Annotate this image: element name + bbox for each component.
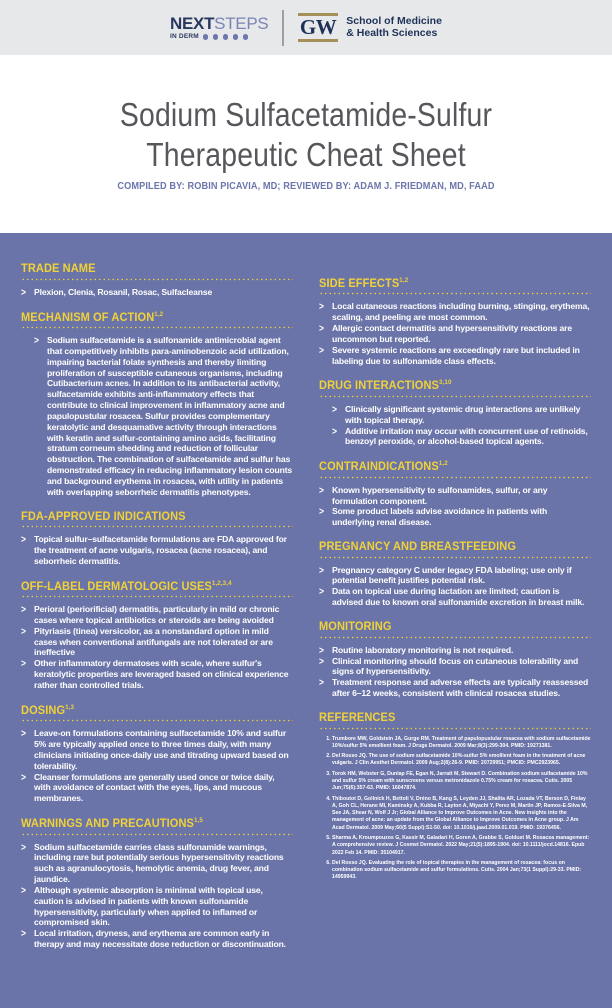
reference-list bbox=[319, 736, 591, 882]
title-line2: Therapeutic Cheat Sheet bbox=[146, 135, 466, 173]
reference-item: 2. Del Rosso JQ. The use of sodium sulfacetamide 10%-sulfur 5% emollient foam in the treatment of acne vulgaris. J Clin Aesthet Dermatol. 2009 Aug;2(8):26-9. PMID: 20729951; PMCID: PMC2923965. bbox=[332, 753, 591, 768]
bullet-item: > Known hypersensitivity to sulfonamides, sulfur, or any formulation component. bbox=[319, 485, 591, 507]
chevron-bullet-icon bbox=[21, 626, 34, 637]
dots-icon bbox=[203, 34, 249, 40]
dot-icon bbox=[233, 34, 239, 40]
bullet-item: > Leave-on formulations containing sulfacetamide 10% and sulfur 5% are typically applied once to three times daily, with many clinicians initiating once-daily use and titrating upward based on tolerability. bbox=[21, 728, 293, 771]
reference-item: 4. Thiboutot D, Gollnick H, Bettoli V, Dréno B, Kang S, Leyden JJ, Shalita AR, Lozada VT, Berson D, Finlay A, Goh CL, Herane MI, Kaminsky A, Kubba R, Layton A, Miyachi Y, Perez M, Martin JP, Ramos-E-Silva M, See JA, Shear N, Wolf J Jr; Global Alliance to Improve Outcomes in Acne. New insights into the management of acne: an update from the Global Alliance to Improve Outcomes in Acne group. J Am Acad Dermatol. 2009 May;60(5 Suppl):S1-50. doi: 10.1016/j.jaad.2009.01.019. PMID: 19376456. bbox=[332, 796, 591, 832]
section-side-effects bbox=[319, 277, 591, 366]
gw-logo bbox=[298, 13, 442, 42]
section-pregnancy-breastfeeding bbox=[319, 541, 591, 608]
dotted-divider bbox=[21, 595, 293, 598]
gw-monogram: GW bbox=[298, 13, 338, 42]
bullet-item: > Additive irritation may occur with concurrent use of retinoids, benzoyl peroxide, or alcohol-based topical agents. bbox=[332, 426, 591, 448]
bullet-item: > Pityriasis (tinea) versicolor, as a nonstandard option in mild cases when conventional antifungals are not tolerated or are ineffective bbox=[21, 626, 293, 658]
bullet-item: > Plexion, Clenia, Rosanil, Rosac, Sulfacleanse bbox=[21, 287, 293, 298]
bullet-item: > Perioral (periorificial) dermatitis, particularly in mild or chronic cases where topical antibiotics or steroids are being avoided bbox=[21, 604, 293, 626]
dotted-divider bbox=[319, 727, 591, 730]
chevron-bullet-icon bbox=[319, 323, 332, 334]
section-off-label-uses bbox=[21, 580, 293, 691]
dotted-divider bbox=[319, 556, 591, 559]
gw-school-line2: & Health Sciences bbox=[346, 27, 438, 40]
section-warnings-precautions bbox=[21, 817, 293, 950]
bullet-item: > Pregnancy category C under legacy FDA labeling; use only if potential benefit justifies potential risk. bbox=[319, 565, 591, 587]
chevron-bullet-icon bbox=[319, 645, 332, 656]
section-mechanism-of-action bbox=[21, 311, 293, 498]
chevron-bullet-icon bbox=[21, 728, 34, 739]
chevron-bullet-icon bbox=[21, 772, 34, 783]
title-line1: Sodium Sulfacetamide-Sulfur bbox=[119, 96, 493, 133]
bullet-item: > Sodium sulfacetamide carries class sulfonamide warnings, including rare but potentially serious hypersensitivity reactions such as agranulocytosis, hemolytic anemia, drug fever, and jaundice. bbox=[21, 842, 293, 885]
bullet-item: > Some product labels advise avoidance in patients with underlying renal disease. bbox=[319, 506, 591, 528]
chevron-bullet-icon bbox=[319, 301, 332, 312]
bullet-item: > Local cutaneous reactions including burning, stinging, erythema, scaling, and peeling are most common. bbox=[319, 301, 591, 323]
reference-superscript: 1,3 bbox=[65, 703, 75, 711]
section-heading: OFF-LABEL DERMATOLOGIC USES$^{1,2,3,4}$ bbox=[21, 579, 232, 593]
section-monitoring bbox=[319, 621, 591, 699]
dotted-divider bbox=[21, 719, 293, 722]
content-area bbox=[0, 233, 612, 1008]
chevron-bullet-icon bbox=[319, 485, 332, 496]
reference-superscript: 1,5 bbox=[194, 817, 203, 825]
bullet-item: > Local irritation, dryness, and erythema are common early in therapy and may necessitate dose reduction or discontinuation. bbox=[21, 928, 293, 950]
dotted-divider bbox=[21, 525, 293, 528]
reference-superscript: 1,2,3,4 bbox=[211, 579, 232, 587]
right-column bbox=[319, 263, 591, 1008]
bullet-item: > Topical sulfur–sulfacetamide formulations are FDA approved for the treatment of acne vulgaris, rosacea (acne rosacea), and seborrheic dermatitis. bbox=[21, 534, 293, 566]
dot-icon bbox=[213, 34, 219, 40]
section-fda-approved-indications bbox=[21, 511, 293, 567]
page-title bbox=[43, 95, 569, 174]
chevron-bullet-icon bbox=[34, 335, 47, 346]
reference-item: 5. Sharma A, Kroumpouzos G, Kassir M, Galadari H, Goren A, Grabbe S, Goldust M. Rosacea management: A comprehensive review. J Cosmet Dermatol. 2022 May;21(5):1895-1904. doi: 10.1111/jocd.14816. Epub 2022 Feb 14. PMID: 35104917. bbox=[332, 835, 591, 857]
reference-item: 1. Trumbore MW, Goldstein JA, Gurge RM. Treatment of papulopustular rosacea with sodium sulfacetamide 10%/sulfur 5% emollient foam. J Drugs Dermatol. 2009 Mar;8(3):299-304. PMID: 19271381. bbox=[332, 736, 591, 751]
section-heading: TRADE NAME bbox=[21, 263, 96, 275]
reference-superscript: 1,2 bbox=[154, 310, 164, 318]
bullet-item: > Although systemic absorption is minimal with topical use, caution is advised in patients with known sulfonamide hypersensitivity, particularly when applied to inflamed or compromised skin. bbox=[21, 885, 293, 928]
chevron-bullet-icon bbox=[319, 677, 332, 688]
title-block bbox=[0, 55, 612, 233]
reference-superscript: 1,2 bbox=[438, 460, 448, 468]
bullet-item: > Cleanser formulations are generally used once or twice daily, with avoidance of contact with the eyes, lips, and mucous membranes. bbox=[21, 772, 293, 804]
dotted-divider bbox=[319, 292, 591, 295]
section-heading: FDA-APPROVED INDICATIONS bbox=[21, 510, 186, 523]
dotted-divider bbox=[21, 326, 293, 329]
dotted-divider bbox=[319, 476, 591, 479]
chevron-bullet-icon bbox=[21, 658, 34, 669]
logo-divider bbox=[282, 10, 284, 46]
dot-icon bbox=[203, 34, 209, 40]
chevron-bullet-icon bbox=[319, 586, 332, 597]
dot-icon bbox=[223, 34, 229, 40]
section-contraindications bbox=[319, 460, 591, 528]
section-heading: MECHANISM OF ACTION$^{1,2}$ bbox=[21, 310, 164, 324]
byline: COMPILED BY: ROBIN PICAVIA, MD; REVIEWED BY: ADAM J. FRIEDMAN, MD, FAAD bbox=[117, 181, 495, 193]
dotted-divider bbox=[21, 278, 293, 281]
bullet-item: > Other inflammatory dermatoses with scale, where sulfur's keratolytic properties are leveraged based on clinical experience rather than controlled trials. bbox=[21, 658, 293, 690]
bullet-item: > Clinical monitoring should focus on cutaneous tolerability and signs of hypersensitivity. bbox=[319, 656, 591, 678]
section-heading: DRUG INTERACTIONS$^{3,10}$ bbox=[319, 379, 452, 393]
chevron-bullet-icon bbox=[332, 426, 345, 437]
dotted-divider bbox=[319, 395, 591, 398]
chevron-bullet-icon bbox=[21, 842, 34, 853]
gw-school-line1: School of Medicine bbox=[346, 14, 442, 27]
left-column bbox=[21, 263, 293, 1008]
section-heading: PREGNANCY AND BREASTFEEDING bbox=[319, 541, 517, 553]
section-dosing bbox=[21, 704, 293, 804]
bullet-item: > Allergic contact dermatitis and hypersensitivity reactions are uncommon but reported. bbox=[319, 323, 591, 345]
nextsteps-word-steps: STEPS bbox=[214, 13, 269, 33]
bullet-item: > Severe systemic reactions are exceedingly rare but included in labeling due to sulfonamide class effects. bbox=[319, 345, 591, 367]
bullet-item: > Clinically significant systemic drug interactions are unlikely with topical therapy. bbox=[332, 404, 591, 426]
reference-superscript: 1,2 bbox=[399, 277, 409, 284]
chevron-bullet-icon bbox=[319, 565, 332, 576]
bullet-item: > Sodium sulfacetamide is a sulfonamide antimicrobial agent that competitively inhibits para-aminobenzoic acid utilization, impairing bacterial folate synthesis and thereby limiting proliferation of susceptible cutaneous organisms, including Cutibacterium acnes. In addition to its antibacterial activity, sulfacetamide exhibits anti-inflammatory effects that contribute to clinical improvement in inflammatory acne and papulopustular rosacea. Sulfur provides complementary keratolytic and desquamative activity through interactions with keratin and sulfur-containing amino acids, facilitating stratum corneum shedding and reduction of follicular obstruction. The combination of sulfacetamide and sulfur has demonstrated efficacy in reducing inflammatory lesion counts and background erythema in rosacea, with utility in patients with overlapping seborrheic dermatitis phenotypes. bbox=[34, 335, 293, 497]
dotted-divider bbox=[319, 636, 591, 639]
chevron-bullet-icon bbox=[319, 506, 332, 517]
in-derm-label: IN DERM bbox=[170, 32, 199, 40]
section-heading: DOSING$^{1,3}$ bbox=[21, 703, 75, 717]
dotted-divider bbox=[21, 833, 293, 836]
chevron-bullet-icon bbox=[21, 287, 34, 298]
logo-bar bbox=[0, 0, 612, 55]
reference-item: 3. Torok HM, Webster G, Dunlap FE, Egan N, Jarratt M, Stewart D. Combination sodium sulfacetamide 10% and sulfur 5% cream with sunscreens versus metronidazole 0.75% cream for rosacea. Cutis. 2005 Jun;75(6):357-63. PMID: 16047874. bbox=[332, 771, 591, 793]
chevron-bullet-icon bbox=[21, 534, 34, 545]
section-heading: MONITORING bbox=[319, 620, 392, 633]
section-trade-name bbox=[21, 263, 293, 298]
section-references bbox=[319, 712, 591, 882]
chevron-bullet-icon bbox=[332, 404, 345, 415]
gw-school-name bbox=[346, 15, 442, 40]
nextsteps-word-next: NEXT bbox=[170, 13, 215, 33]
reference-item: 6. Del Rosso JQ. Evaluating the role of topical therapies in the management of rosacea: focus on combination sodium sulfacetamide and sulfur formulations. Cutis. 2004 Jan;73(1 Suppl):29-33. PMID: 14959943. bbox=[332, 860, 591, 882]
chevron-bullet-icon bbox=[21, 604, 34, 615]
section-heading: WARNINGS AND PRECAUTIONS$^{1,5}$ bbox=[21, 817, 203, 830]
chevron-bullet-icon bbox=[319, 345, 332, 356]
dot-icon bbox=[243, 34, 249, 40]
chevron-bullet-icon bbox=[21, 885, 34, 896]
bullet-item: > Treatment response and adverse effects are typically reassessed after 6–12 weeks, consistent with clinical rosacea studies. bbox=[319, 677, 591, 699]
section-heading: SIDE EFFECTS$^{1,2}$ bbox=[319, 277, 409, 290]
reference-superscript: 3,10 bbox=[439, 379, 452, 387]
chevron-bullet-icon bbox=[319, 656, 332, 667]
section-heading: REFERENCES bbox=[319, 711, 396, 724]
section-heading: CONTRAINDICATIONS$^{1,2}$ bbox=[319, 460, 448, 474]
chevron-bullet-icon bbox=[21, 928, 34, 939]
bullet-item: > Data on topical use during lactation are limited; caution is advised due to known oral sulfonamide excretion in breast milk. bbox=[319, 586, 591, 608]
bullet-item: > Routine laboratory monitoring is not required. bbox=[319, 645, 591, 656]
nextsteps-tagline-row bbox=[170, 34, 268, 41]
section-drug-interactions bbox=[319, 379, 591, 447]
nextsteps-wordmark bbox=[170, 15, 268, 32]
nextsteps-in-derm-logo bbox=[170, 15, 268, 41]
